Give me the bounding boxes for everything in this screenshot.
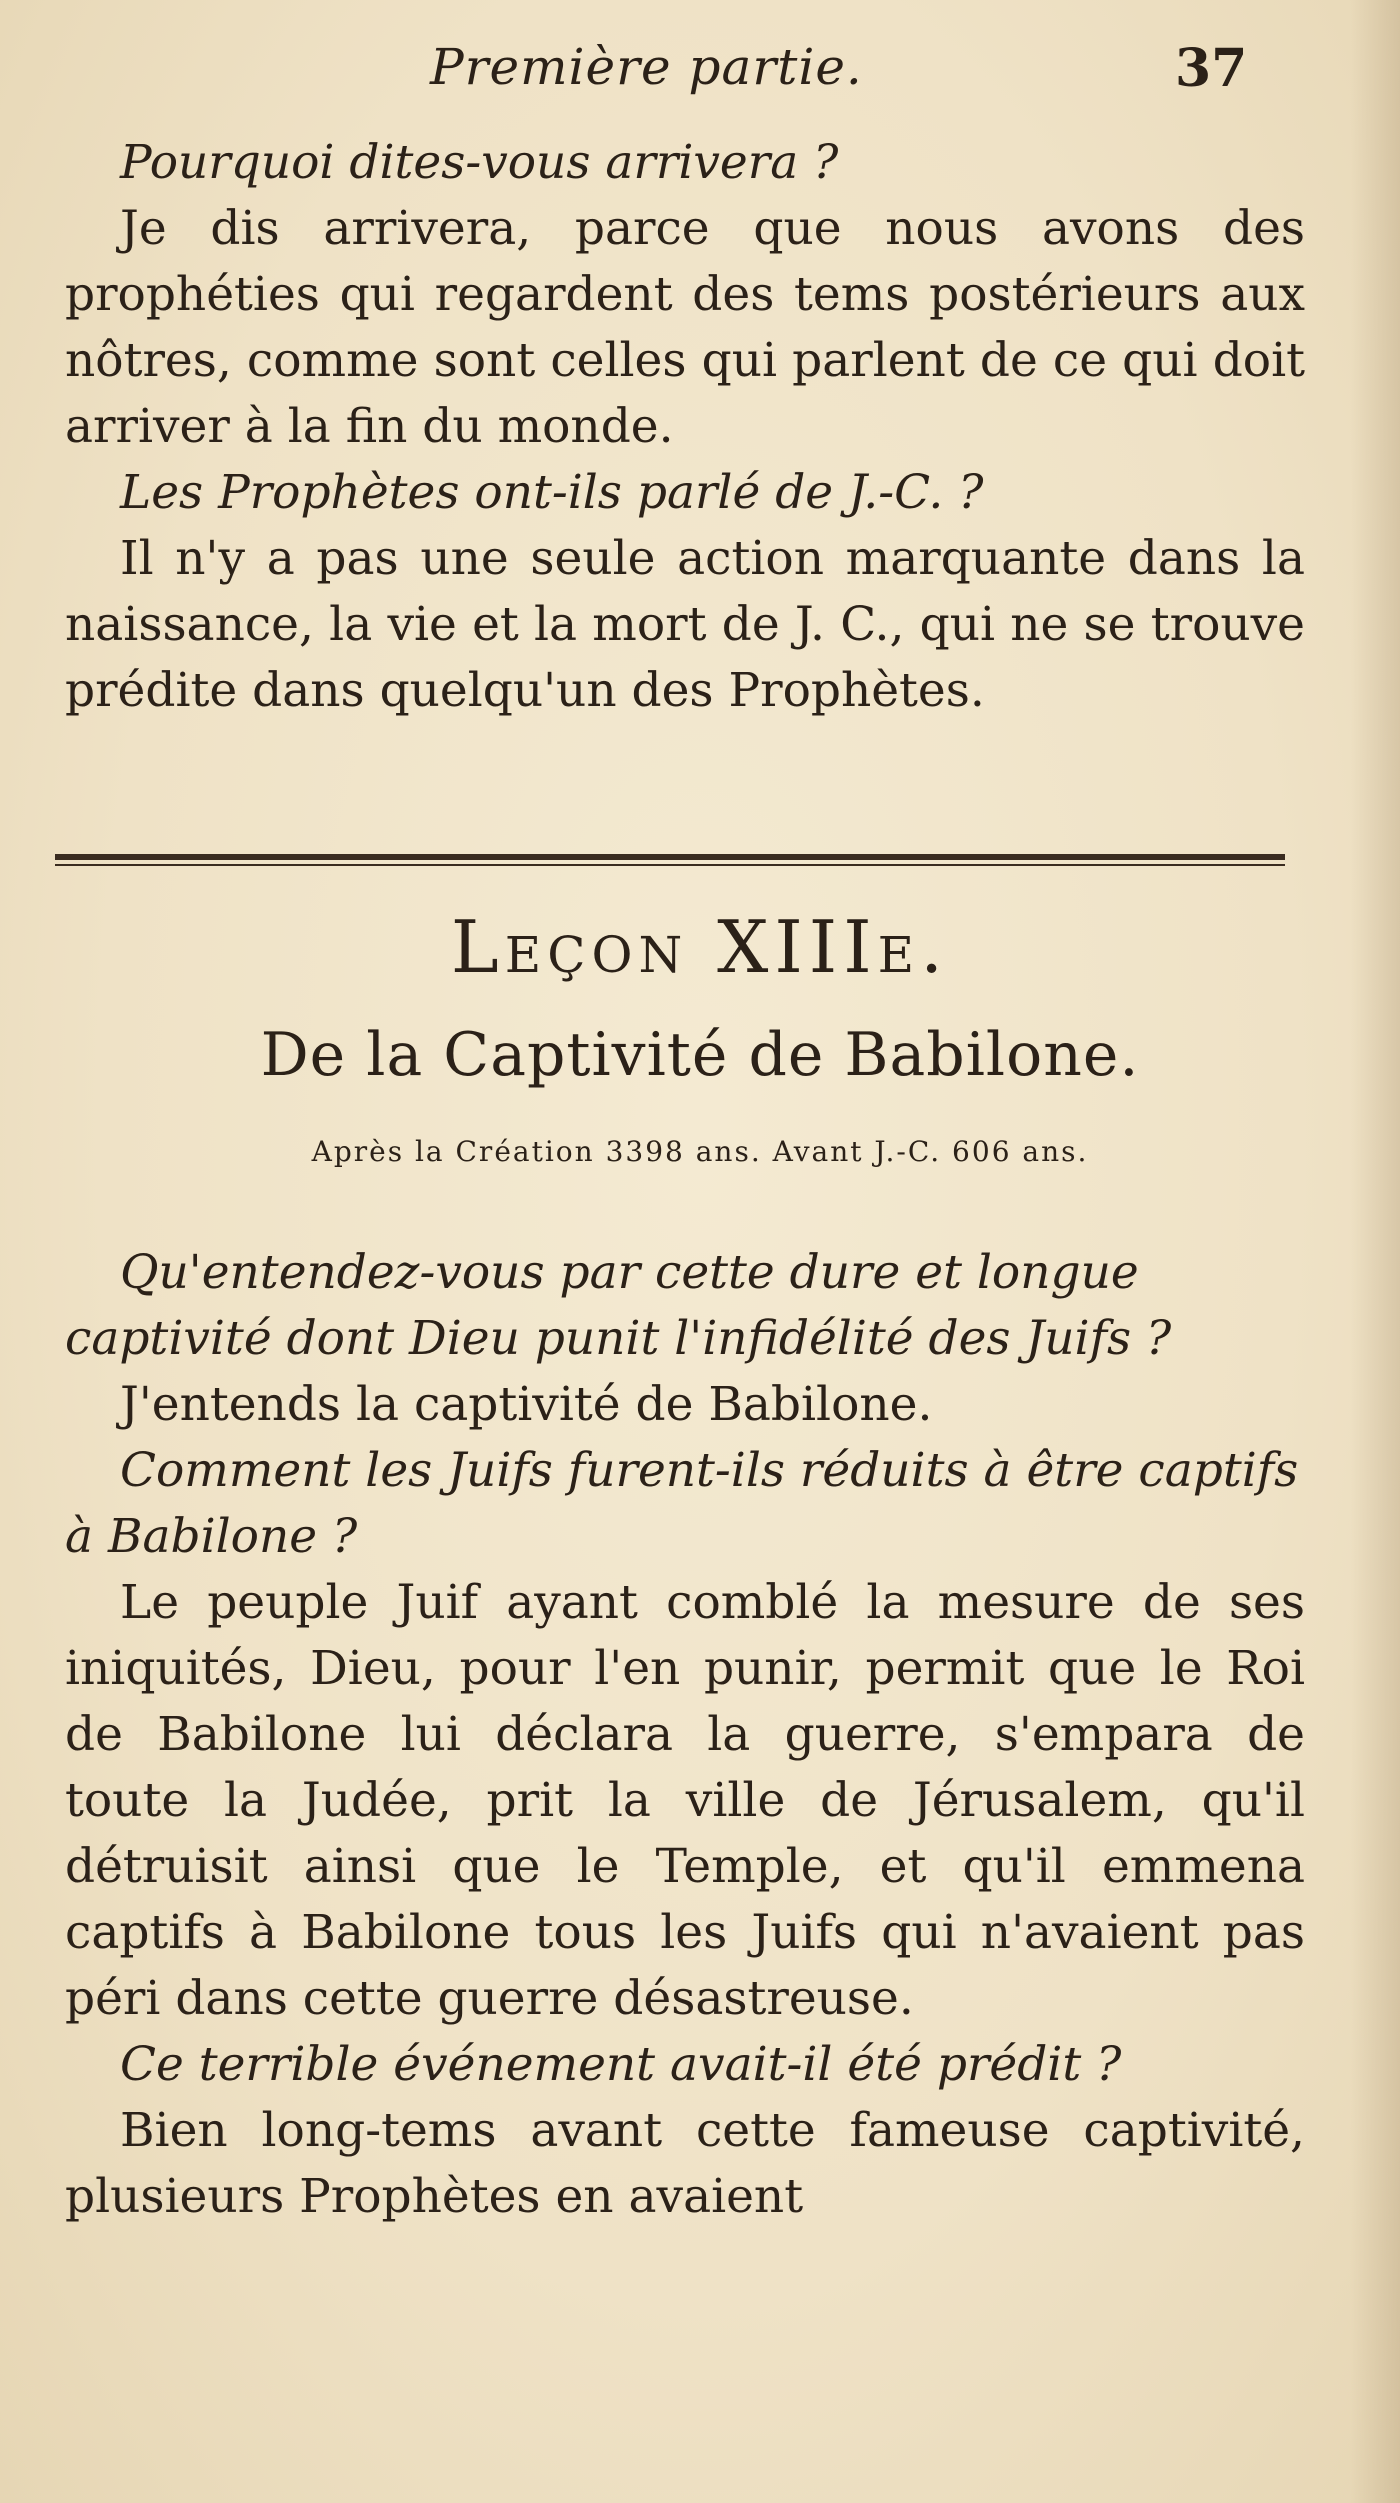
lesson-body xyxy=(65,1240,1305,2230)
question-3: Qu'entendez-vous par cette dure et longue captivité dont Dieu punit l'infidélité des Juifs ? xyxy=(65,1245,1172,1366)
running-head: Première partie. xyxy=(430,38,863,96)
lesson-subtitle: De la Captivité de Babilone. xyxy=(260,1020,1140,1090)
question-2: Les Prophètes ont-ils parlé de J.-C. ? xyxy=(120,465,984,520)
answer-2: Il n'y a pas une seule action marquante dans la naissance, la vie et la mort de J. C., qui ne se trouve prédite dans quelqu'un des Prophètes. xyxy=(65,531,1305,718)
answer-3: J'entends la captivité de Babilone. xyxy=(120,1377,933,1432)
divider-thin-rule xyxy=(55,864,1285,866)
page-number: 37 xyxy=(1175,38,1248,99)
page-edge-shadow xyxy=(1350,0,1400,2503)
answer-5: Bien long-tems avant cette fameuse captivité, plusieurs Prophètes en avaient xyxy=(65,2103,1305,2224)
question-4: Comment les Juifs furent-ils réduits à être captifs à Babilone ? xyxy=(65,1443,1299,1564)
divider-thick-rule xyxy=(55,854,1285,860)
question-5: Ce terrible événement avait-il été prédit ? xyxy=(120,2037,1122,2092)
chronology-line: Après la Création 3398 ans. Avant J.-C. 606 ans. xyxy=(311,1135,1089,1168)
section-divider xyxy=(55,852,1285,870)
answer-1: Je dis arrivera, parce que nous avons des prophéties qui regardent des tems postérieurs aux nôtres, comme sont celles qui parlent de ce qui doit arriver à la fin du monde. xyxy=(65,201,1305,454)
question-1: Pourquoi dites-vous arrivera ? xyxy=(120,135,839,190)
page-header xyxy=(0,38,1400,108)
lesson-title: Leçon XIIIe. xyxy=(450,905,950,989)
top-section xyxy=(65,130,1305,724)
answer-4: Le peuple Juif ayant comblé la mesure de ses iniquités, Dieu, pour l'en punir, permit que le Roi de Babilone lui déclara la guerre, s'empara de toute la Judée, prit la ville de Jérusalem, qu'il détruisit ainsi que le Temple, et qu'il emmena captifs à Babilone tous les Juifs qui n'avaient pas péri dans cette guerre désastreuse. xyxy=(65,1575,1305,2026)
